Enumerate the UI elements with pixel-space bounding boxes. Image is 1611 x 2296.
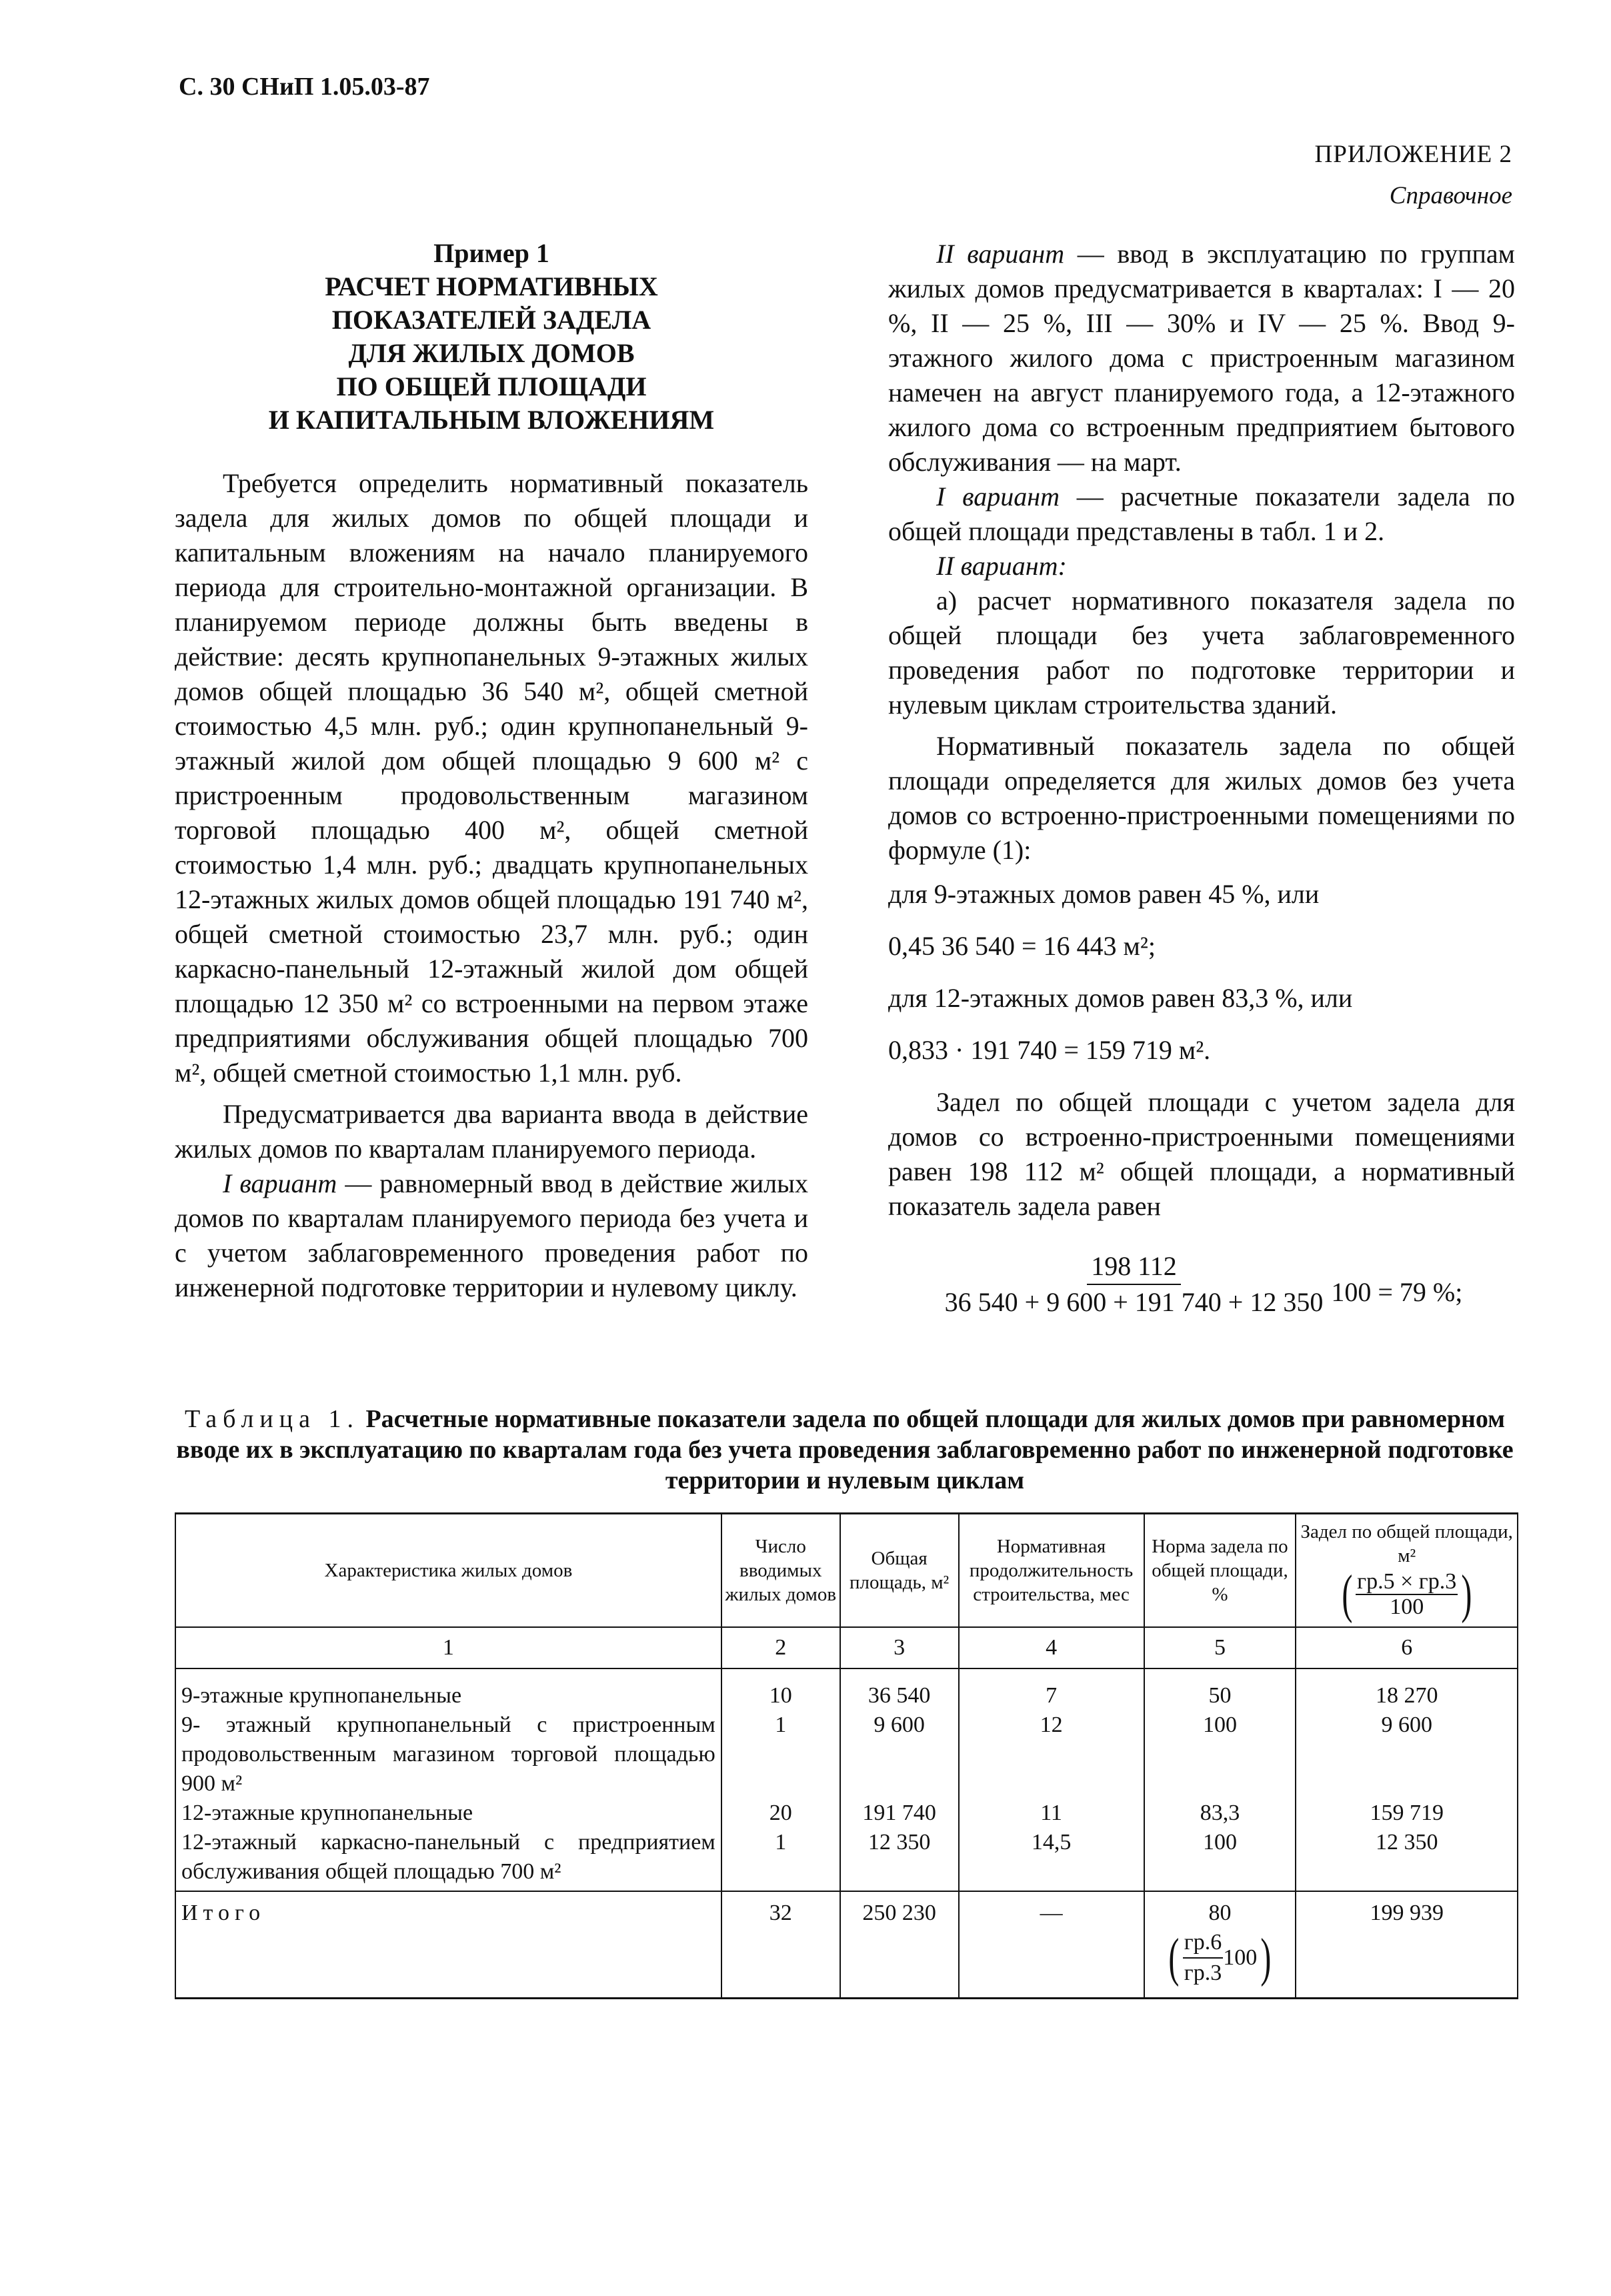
cell-value: 1	[775, 1830, 787, 1855]
cell-value: 9 600	[1381, 1712, 1432, 1737]
column-number: 6	[1296, 1627, 1518, 1668]
example-title	[175, 237, 808, 437]
fraction-numerator: гр.5 × гр.3	[1357, 1569, 1457, 1594]
paren-left: (	[1341, 1565, 1352, 1624]
cell-value: 159 719	[1370, 1801, 1444, 1825]
fraction	[1356, 1570, 1458, 1619]
total-label	[175, 1891, 721, 1999]
paragraph: Нормативный показатель задела по общей площади определяется для жилых домов без учета домов со встроенно-пристроенными помещениями по формуле (1):	[888, 731, 1515, 865]
duration-cell	[959, 1668, 1144, 1891]
formula-multiplier: 100	[1223, 1945, 1258, 1970]
cell-value: 100	[1202, 1830, 1237, 1855]
column-header: Общая площадь, м²	[840, 1514, 959, 1628]
data-table	[175, 1512, 1518, 1999]
table-body-row	[175, 1668, 1518, 1891]
cell-value: 83,3	[1200, 1801, 1240, 1825]
cell-value: 191 740	[862, 1801, 936, 1825]
area-cell	[840, 1668, 959, 1891]
paragraph: Требуется определить нормативный показатель задела для жилых домов по общей площади и капитальным вложениям на начало планируемого периода для строительно-монтажной организации. В планируемом периоде должны быть введены в действие: десять крупнопанельных 9-этажных жилых домов общей площадью 36 540 м², общей сметной стоимостью 4,5 млн. руб.; один крупнопанельный 9-этажный жилой дом общей площадью 9 600 м² с пристроенным продовольственным магазином торговой площадью 400 м², общей сметной стоимостью 1,4 млн. руб.; двадцать крупнопанельных 12-этажных жилых домов общей площадью 191 740 м², общей сметной стоимостью 23,7 млн. руб.; один каркасно-панельный 12-этажный жилой дом общей площадью 12 350 м² со встроенными на первом этаже предприятиями обслуживания общей площадью 700 м², общей сметной стоимостью 1,1 млн. руб.	[175, 468, 808, 1088]
paren-left: (	[1168, 1929, 1180, 1987]
fraction-result: 100 = 79 %;	[1331, 1277, 1463, 1307]
zadel-cell	[1296, 1668, 1518, 1891]
paragraph: а) расчет нормативного показателя задела по общей площади без учета заблаговременного проведения работ по подготовке территории и нулевым циклам строительства зданий.	[888, 586, 1515, 720]
right-column	[888, 237, 1515, 1320]
paren-right: )	[1461, 1565, 1472, 1624]
variant-label: I вариант	[223, 1168, 337, 1198]
row-name: 9- этажный крупнопанельный с пристроенным продовольственным магазином торговой площадью 900 м²	[181, 1712, 715, 1796]
cell-value: 11	[1040, 1801, 1062, 1825]
row-names-cell	[175, 1668, 721, 1891]
cell-value: 7	[1046, 1683, 1058, 1708]
total-label-text: Итого	[181, 1901, 266, 1925]
reference-label: Справочное	[1389, 182, 1512, 209]
norm-total-cell	[1144, 1891, 1296, 1999]
column-header: Число вводимых жилых домов	[721, 1514, 840, 1628]
formula-fraction	[888, 1249, 1515, 1320]
cell-value: 250 230	[840, 1891, 959, 1999]
variant-label: I вариант	[936, 481, 1060, 511]
cell-value: 9 600	[874, 1712, 925, 1737]
column-number: 1	[175, 1627, 721, 1668]
paragraph-text: — расчетные показатели задела по общей площади представлены в табл. 1 и 2.	[888, 481, 1515, 546]
paragraph	[888, 479, 1515, 549]
row-name: 12-этажный каркасно-панельный с предприятием обслуживания общей площадью 700 м²	[181, 1830, 715, 1884]
count-cell	[721, 1668, 840, 1891]
fraction	[941, 1249, 1328, 1320]
example-title-line: Пример 1	[433, 238, 549, 268]
cell-value: 12 350	[868, 1830, 931, 1855]
paragraph: Предусматривается два варианта ввода в действие жилых домов по кварталам планируемого периода.	[175, 1099, 808, 1164]
page-header: С. 30 СНиП 1.05.03-87	[179, 73, 430, 101]
column-number: 3	[840, 1627, 959, 1668]
paragraph-text: — равномерный ввод в действие жилых домов по кварталам планируемого периода без учета и с учетом заблаговременного проведения работ по инженерной подготовке территории и нулевому циклу.	[175, 1168, 809, 1302]
example-title-line: РАСЧЕТ НОРМАТИВНЫХ	[325, 271, 658, 301]
cell-value: 80	[1208, 1901, 1232, 1925]
paragraph-text: — ввод в эксплуатацию по группам жилых домов предусматривается в кварталах: I — 20 %, II — 25 %, III — 30% и IV — 25 %. Ввод 9-этажного жилого дома с пристроенным магазином намечен на август планируемого года, а 12-этажного жилого дома со встроенным предприятием бытового обслуживания — на март.	[888, 239, 1515, 477]
paragraph: для 9-этажных домов равен 45 %, или	[888, 879, 1320, 909]
paragraph	[888, 237, 1515, 479]
variant-label: II вариант	[936, 239, 1065, 269]
cell-value: 50	[1208, 1683, 1232, 1708]
fraction	[1183, 1928, 1223, 1988]
example-title-line: И КАПИТАЛЬНЫМ ВЛОЖЕНИЯМ	[268, 405, 715, 435]
cell-value: 36 540	[868, 1683, 931, 1708]
cell-value: 14,5	[1031, 1830, 1072, 1855]
table-caption	[175, 1404, 1515, 1496]
appendix-label: ПРИЛОЖЕНИЕ 2	[1314, 141, 1512, 168]
cell-value: 199 939	[1296, 1891, 1518, 1999]
left-column	[175, 237, 808, 1305]
column-number: 4	[959, 1627, 1144, 1668]
fraction-denominator: 100	[1390, 1594, 1424, 1619]
column-number-row	[175, 1627, 1518, 1668]
column-header: Норма задела по общей площади, %	[1144, 1514, 1296, 1628]
example-title-line: ПОКАЗАТЕЛЕЙ ЗАДЕЛА	[331, 305, 651, 335]
paragraph	[175, 1166, 808, 1305]
column-header: Характеристика жилых домов	[175, 1514, 721, 1628]
column-header-text: Задел по общей площади, м²	[1300, 1521, 1513, 1566]
fraction-numerator: гр.6	[1183, 1928, 1223, 1959]
fraction-numerator: 198 112	[1087, 1249, 1181, 1285]
formula: 0,833 · 191 740 = 159 719 м².	[888, 1035, 1211, 1065]
cell-value: 100	[1202, 1712, 1237, 1737]
formula: 0,45 36 540 = 16 443 м²;	[888, 931, 1156, 961]
cell-value: 12	[1040, 1712, 1063, 1737]
row-name: 9-этажные крупнопанельные	[181, 1683, 462, 1708]
column-number: 5	[1144, 1627, 1296, 1668]
norm-cell	[1144, 1668, 1296, 1891]
paren-right: )	[1260, 1929, 1272, 1987]
example-title-line: ДЛЯ ЖИЛЫХ ДОМОВ	[348, 338, 635, 368]
variant-label: II вариант:	[936, 551, 1067, 581]
cell-value: 1	[775, 1712, 787, 1737]
header-formula	[1338, 1565, 1476, 1624]
fraction-denominator: 36 540 + 9 600 + 191 740 + 12 350	[944, 1287, 1324, 1317]
cell-value: 10	[769, 1683, 792, 1708]
table-caption-text: Расчетные нормативные показатели задела по общей площади для жилых домов при равномерном вводе их в эксплуатацию по кварталам года без учета проведения заблаговременно работ по инженерной подготовке территории и нулевым циклам	[176, 1405, 1514, 1494]
table-header-row	[175, 1514, 1518, 1628]
row-name: 12-этажные крупнопанельные	[181, 1801, 473, 1825]
paragraph: для 12-этажных домов равен 83,3 %, или	[888, 983, 1353, 1013]
paragraph: Задел по общей площади с учетом задела для домов со встроенно-пристроенными помещениями равен 198 112 м² общей площади, а нормативный показатель задела равен	[888, 1087, 1515, 1221]
table-label: Таблица 1.	[184, 1405, 359, 1433]
column-header	[1296, 1514, 1518, 1628]
column-header: Нормативная продолжительность строительства, мес	[959, 1514, 1144, 1628]
fraction-denominator: гр.3	[1184, 1961, 1222, 1985]
cell-value: 12 350	[1375, 1830, 1438, 1855]
cell-value: 18 270	[1375, 1683, 1438, 1708]
example-title-line: ПО ОБЩЕЙ ПЛОЩАДИ	[336, 371, 647, 401]
column-number: 2	[721, 1627, 840, 1668]
cell-value: 20	[769, 1801, 792, 1825]
cell-value: 32	[721, 1891, 840, 1999]
cell-value: —	[959, 1891, 1144, 1999]
table-total-row	[175, 1891, 1518, 1999]
norm-formula	[1165, 1928, 1275, 1988]
